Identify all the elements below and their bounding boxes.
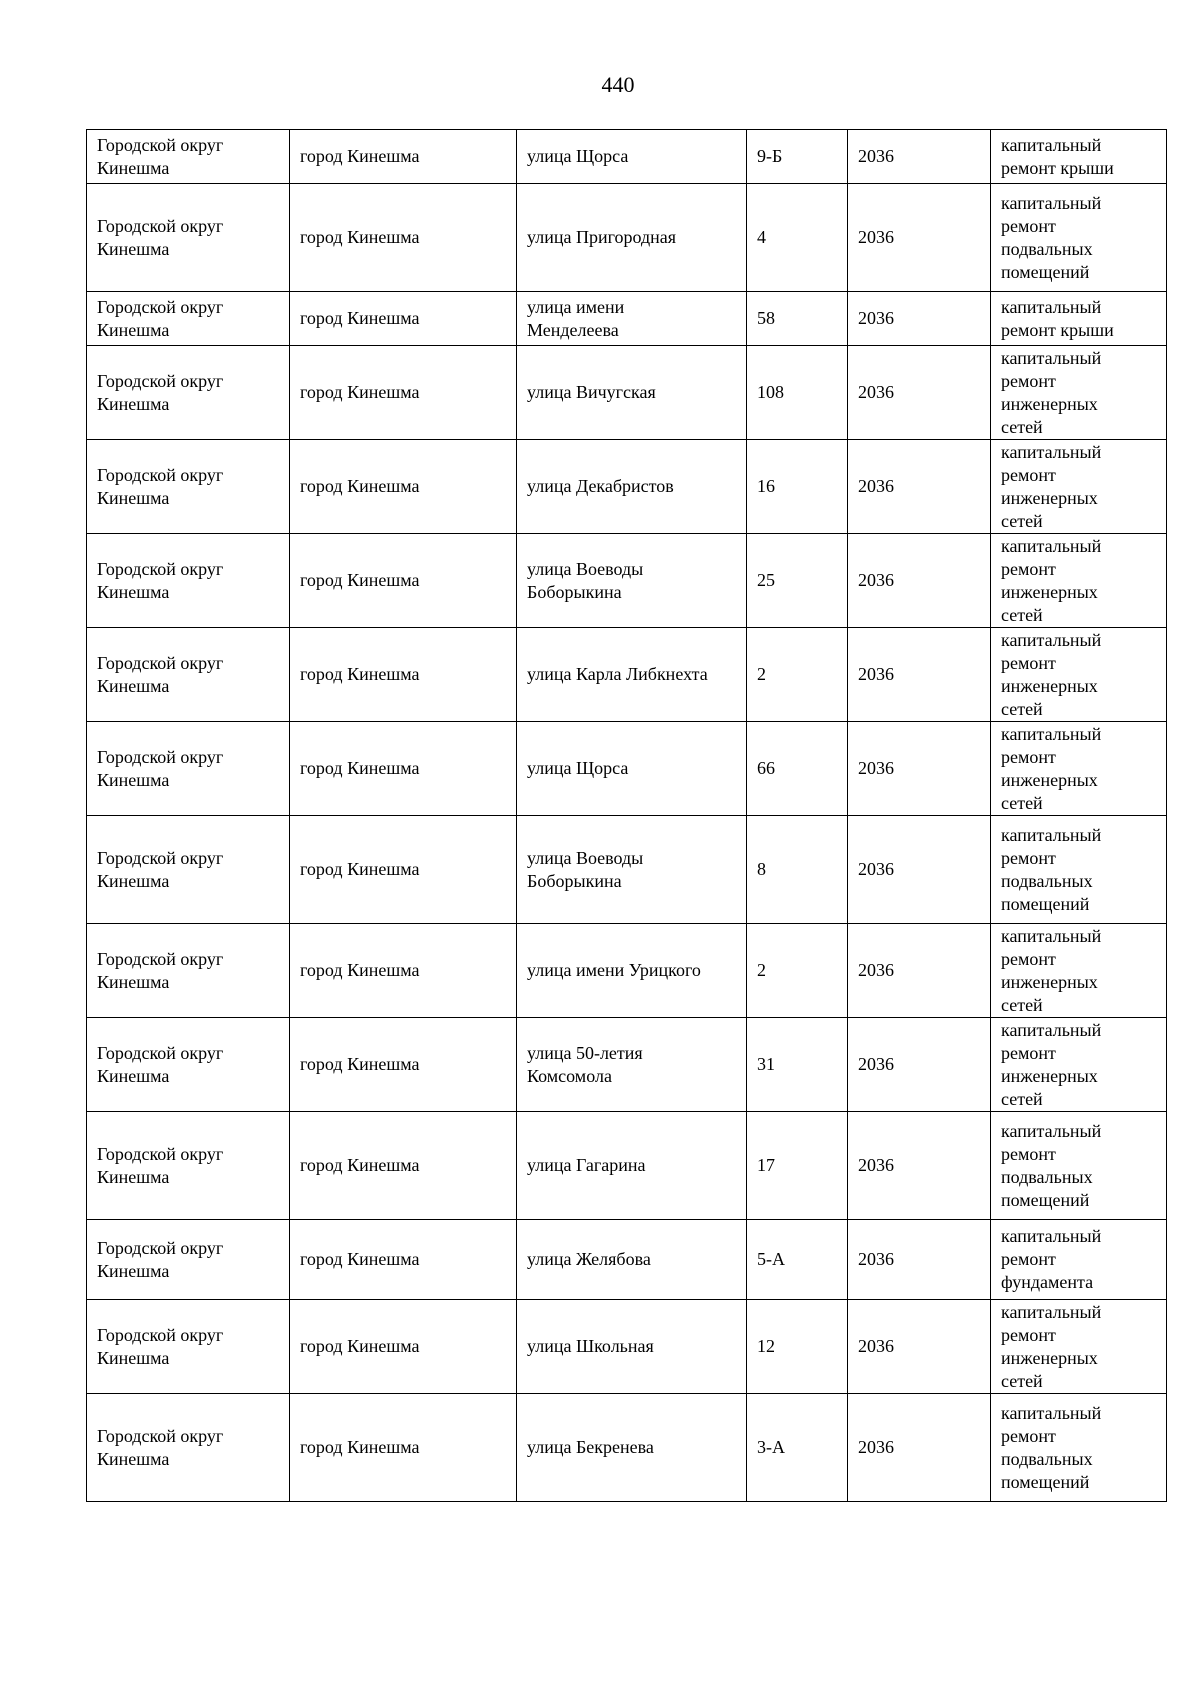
city-cell bbox=[290, 1300, 517, 1394]
city-cell bbox=[290, 346, 517, 440]
year-cell bbox=[848, 1112, 991, 1220]
street-cell bbox=[517, 628, 747, 722]
work-text: капитальный ремонт инженерных сетей bbox=[1001, 1019, 1102, 1109]
year-text: 2036 bbox=[858, 570, 894, 590]
district-text: Городской округ Кинешма bbox=[97, 464, 224, 508]
district-cell bbox=[87, 440, 290, 534]
street-text: улица Пригородная bbox=[527, 227, 677, 247]
year-cell bbox=[848, 130, 991, 184]
city-cell bbox=[290, 130, 517, 184]
work-cell bbox=[991, 722, 1167, 816]
street-cell bbox=[517, 1220, 747, 1300]
street-cell bbox=[517, 440, 747, 534]
table-row bbox=[87, 534, 1167, 628]
table-row bbox=[87, 722, 1167, 816]
work-text: капитальный ремонт инженерных сетей bbox=[1001, 925, 1102, 1015]
city-cell bbox=[290, 440, 517, 534]
work-cell bbox=[991, 1220, 1167, 1300]
city-text: город Кинешма bbox=[300, 570, 420, 590]
district-text: Городской округ Кинешма bbox=[97, 370, 224, 414]
city-cell bbox=[290, 1112, 517, 1220]
year-cell bbox=[848, 292, 991, 346]
year-text: 2036 bbox=[858, 476, 894, 496]
street-text: улица Воеводы Боборыкина bbox=[527, 847, 644, 891]
year-text: 2036 bbox=[858, 146, 894, 166]
work-text: капитальный ремонт инженерных сетей bbox=[1001, 629, 1102, 719]
repair-schedule-table bbox=[86, 129, 1167, 1502]
table-row bbox=[87, 440, 1167, 534]
district-text: Городской округ Кинешма bbox=[97, 215, 224, 259]
district-cell bbox=[87, 130, 290, 184]
work-text: капитальный ремонт подвальных помещений bbox=[1001, 1120, 1102, 1210]
district-cell bbox=[87, 628, 290, 722]
work-cell bbox=[991, 534, 1167, 628]
street-text: улица имени Урицкого bbox=[527, 960, 701, 980]
street-cell bbox=[517, 346, 747, 440]
street-cell bbox=[517, 816, 747, 924]
year-cell bbox=[848, 628, 991, 722]
street-cell bbox=[517, 1394, 747, 1502]
year-text: 2036 bbox=[858, 1336, 894, 1356]
district-cell bbox=[87, 1018, 290, 1112]
city-text: город Кинешма bbox=[300, 960, 420, 980]
district-text: Городской округ Кинешма bbox=[97, 847, 224, 891]
street-text: улица Школьная bbox=[527, 1336, 654, 1356]
city-text: город Кинешма bbox=[300, 1249, 420, 1269]
city-cell bbox=[290, 628, 517, 722]
year-cell bbox=[848, 722, 991, 816]
street-text: улица 50-летия Комсомола bbox=[527, 1042, 643, 1086]
year-cell bbox=[848, 184, 991, 292]
work-cell bbox=[991, 1300, 1167, 1394]
street-cell bbox=[517, 722, 747, 816]
year-cell bbox=[848, 1394, 991, 1502]
house-text: 108 bbox=[757, 382, 784, 402]
table-body bbox=[87, 130, 1167, 1502]
district-text: Городской округ Кинешма bbox=[97, 1237, 224, 1281]
work-cell bbox=[991, 628, 1167, 722]
work-text: капитальный ремонт фундамента bbox=[1001, 1226, 1102, 1292]
district-cell bbox=[87, 292, 290, 346]
house-cell bbox=[747, 1394, 848, 1502]
street-cell bbox=[517, 1112, 747, 1220]
house-text: 66 bbox=[757, 758, 775, 778]
district-cell bbox=[87, 924, 290, 1018]
city-cell bbox=[290, 1394, 517, 1502]
work-cell bbox=[991, 1394, 1167, 1502]
house-cell bbox=[747, 816, 848, 924]
house-cell bbox=[747, 130, 848, 184]
city-text: город Кинешма bbox=[300, 1054, 420, 1074]
work-text: капитальный ремонт инженерных сетей bbox=[1001, 441, 1102, 531]
district-cell bbox=[87, 816, 290, 924]
district-cell bbox=[87, 1300, 290, 1394]
city-cell bbox=[290, 722, 517, 816]
city-text: город Кинешма bbox=[300, 146, 420, 166]
year-text: 2036 bbox=[858, 227, 894, 247]
house-cell bbox=[747, 1220, 848, 1300]
city-cell bbox=[290, 1018, 517, 1112]
work-cell bbox=[991, 440, 1167, 534]
house-cell bbox=[747, 292, 848, 346]
district-text: Городской округ Кинешма bbox=[97, 746, 224, 790]
district-cell bbox=[87, 184, 290, 292]
district-cell bbox=[87, 1112, 290, 1220]
work-cell bbox=[991, 292, 1167, 346]
street-text: улица имени Менделеева bbox=[527, 296, 625, 340]
work-text: капитальный ремонт инженерных сетей bbox=[1001, 347, 1102, 437]
street-text: улица Карла Либкнехта bbox=[527, 664, 708, 684]
table-row bbox=[87, 184, 1167, 292]
work-cell bbox=[991, 924, 1167, 1018]
street-cell bbox=[517, 924, 747, 1018]
year-cell bbox=[848, 924, 991, 1018]
street-cell bbox=[517, 1300, 747, 1394]
year-text: 2036 bbox=[858, 758, 894, 778]
street-cell bbox=[517, 534, 747, 628]
city-text: город Кинешма bbox=[300, 758, 420, 778]
house-cell bbox=[747, 534, 848, 628]
table-row bbox=[87, 628, 1167, 722]
district-cell bbox=[87, 534, 290, 628]
table-row bbox=[87, 346, 1167, 440]
year-cell bbox=[848, 1220, 991, 1300]
house-text: 9-Б bbox=[757, 146, 783, 166]
district-cell bbox=[87, 346, 290, 440]
table-row bbox=[87, 1220, 1167, 1300]
city-cell bbox=[290, 184, 517, 292]
city-cell bbox=[290, 924, 517, 1018]
city-text: город Кинешма bbox=[300, 859, 420, 879]
year-cell bbox=[848, 1018, 991, 1112]
district-text: Городской округ Кинешма bbox=[97, 296, 224, 340]
city-text: город Кинешма bbox=[300, 476, 420, 496]
city-cell bbox=[290, 1220, 517, 1300]
work-cell bbox=[991, 130, 1167, 184]
table-row bbox=[87, 1300, 1167, 1394]
street-text: улица Бекренева bbox=[527, 1437, 654, 1457]
table-row bbox=[87, 130, 1167, 184]
house-text: 58 bbox=[757, 308, 775, 328]
city-text: город Кинешма bbox=[300, 382, 420, 402]
house-cell bbox=[747, 1112, 848, 1220]
year-text: 2036 bbox=[858, 960, 894, 980]
work-cell bbox=[991, 1112, 1167, 1220]
district-text: Городской округ Кинешма bbox=[97, 1425, 224, 1469]
house-text: 2 bbox=[757, 960, 766, 980]
city-text: город Кинешма bbox=[300, 227, 420, 247]
work-text: капитальный ремонт подвальных помещений bbox=[1001, 824, 1102, 914]
city-text: город Кинешма bbox=[300, 664, 420, 684]
work-text: капитальный ремонт инженерных сетей bbox=[1001, 723, 1102, 813]
house-text: 16 bbox=[757, 476, 775, 496]
work-text: капитальный ремонт инженерных сетей bbox=[1001, 1301, 1102, 1391]
house-text: 31 bbox=[757, 1054, 775, 1074]
year-text: 2036 bbox=[858, 382, 894, 402]
year-text: 2036 bbox=[858, 1437, 894, 1457]
district-cell bbox=[87, 722, 290, 816]
house-text: 5-А bbox=[757, 1249, 785, 1269]
house-text: 4 bbox=[757, 227, 766, 247]
street-text: улица Вичугская bbox=[527, 382, 656, 402]
year-text: 2036 bbox=[858, 664, 894, 684]
house-text: 3-А bbox=[757, 1437, 785, 1457]
street-cell bbox=[517, 184, 747, 292]
street-text: улица Желябова bbox=[527, 1249, 651, 1269]
district-text: Городской округ Кинешма bbox=[97, 652, 224, 696]
work-text: капитальный ремонт инженерных сетей bbox=[1001, 535, 1102, 625]
district-text: Городской округ Кинешма bbox=[97, 948, 224, 992]
street-cell bbox=[517, 292, 747, 346]
city-cell bbox=[290, 534, 517, 628]
city-text: город Кинешма bbox=[300, 1155, 420, 1175]
table-row bbox=[87, 924, 1167, 1018]
year-text: 2036 bbox=[858, 308, 894, 328]
table-row bbox=[87, 1394, 1167, 1502]
year-text: 2036 bbox=[858, 1155, 894, 1175]
year-cell bbox=[848, 534, 991, 628]
work-text: капитальный ремонт подвальных помещений bbox=[1001, 1402, 1102, 1492]
page-number: 440 bbox=[601, 72, 635, 97]
district-text: Городской округ Кинешма bbox=[97, 134, 224, 178]
house-text: 12 bbox=[757, 1336, 775, 1356]
city-text: город Кинешма bbox=[300, 1336, 420, 1356]
district-text: Городской округ Кинешма bbox=[97, 558, 224, 602]
house-cell bbox=[747, 1018, 848, 1112]
year-cell bbox=[848, 816, 991, 924]
city-text: город Кинешма bbox=[300, 1437, 420, 1457]
work-cell bbox=[991, 184, 1167, 292]
city-cell bbox=[290, 816, 517, 924]
year-cell bbox=[848, 1300, 991, 1394]
work-cell bbox=[991, 816, 1167, 924]
house-cell bbox=[747, 722, 848, 816]
house-text: 17 bbox=[757, 1155, 775, 1175]
work-cell bbox=[991, 346, 1167, 440]
work-text: капитальный ремонт крыши bbox=[1001, 296, 1114, 340]
street-text: улица Щорса bbox=[527, 146, 629, 166]
house-cell bbox=[747, 346, 848, 440]
district-text: Городской округ Кинешма bbox=[97, 1143, 224, 1187]
district-text: Городской округ Кинешма bbox=[97, 1324, 224, 1368]
house-cell bbox=[747, 1300, 848, 1394]
street-text: улица Воеводы Боборыкина bbox=[527, 558, 644, 602]
street-text: улица Щорса bbox=[527, 758, 629, 778]
house-text: 8 bbox=[757, 859, 766, 879]
city-cell bbox=[290, 292, 517, 346]
work-text: капитальный ремонт крыши bbox=[1001, 134, 1114, 178]
house-cell bbox=[747, 628, 848, 722]
work-cell bbox=[991, 1018, 1167, 1112]
work-text: капитальный ремонт подвальных помещений bbox=[1001, 192, 1102, 282]
city-text: город Кинешма bbox=[300, 308, 420, 328]
district-cell bbox=[87, 1220, 290, 1300]
year-text: 2036 bbox=[858, 1054, 894, 1074]
house-text: 2 bbox=[757, 664, 766, 684]
year-cell bbox=[848, 346, 991, 440]
table-row bbox=[87, 1018, 1167, 1112]
street-cell bbox=[517, 1018, 747, 1112]
year-text: 2036 bbox=[858, 859, 894, 879]
year-text: 2036 bbox=[858, 1249, 894, 1269]
house-cell bbox=[747, 440, 848, 534]
street-cell bbox=[517, 130, 747, 184]
house-cell bbox=[747, 924, 848, 1018]
house-text: 25 bbox=[757, 570, 775, 590]
year-cell bbox=[848, 440, 991, 534]
table-row bbox=[87, 1112, 1167, 1220]
street-text: улица Декабристов bbox=[527, 476, 674, 496]
table-row bbox=[87, 816, 1167, 924]
street-text: улица Гагарина bbox=[527, 1155, 646, 1175]
district-cell bbox=[87, 1394, 290, 1502]
district-text: Городской округ Кинешма bbox=[97, 1042, 224, 1086]
table-row bbox=[87, 292, 1167, 346]
house-cell bbox=[747, 184, 848, 292]
